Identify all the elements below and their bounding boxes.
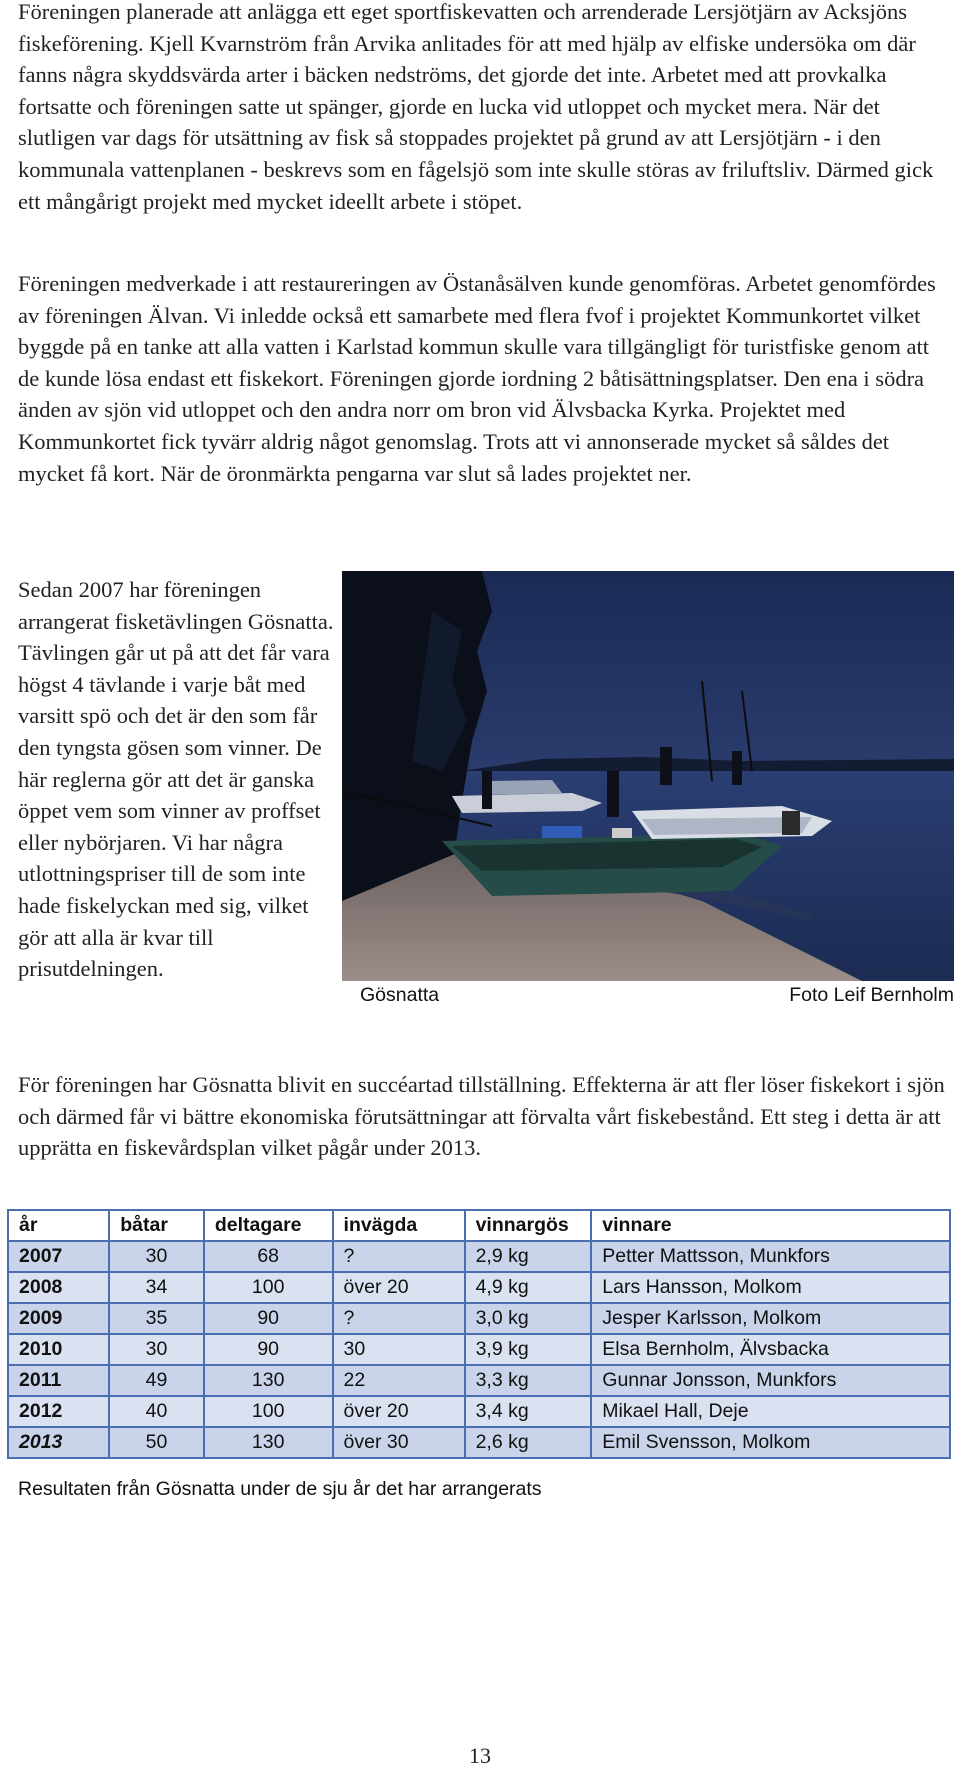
table-cell-year: 2008 [8,1272,109,1303]
table-cell: Gunnar Jonsson, Munkfors [591,1365,950,1396]
table-cell: 2,6 kg [465,1427,592,1458]
table-cell: 2,9 kg [465,1241,592,1272]
table-cell: 22 [333,1365,465,1396]
table-header-row [8,1210,950,1241]
table-cell: 130 [204,1427,333,1458]
column-header: vinnargös [465,1210,592,1241]
table-row [8,1396,950,1427]
table-cell: Elsa Bernholm, Älvsbacka [591,1334,950,1365]
table-cell-year: 2007 [8,1241,109,1272]
table-row [8,1272,950,1303]
table-cell: ? [333,1303,465,1334]
photo-caption: Gösnatta [360,984,440,1006]
table-cell: 30 [109,1241,204,1272]
column-header: vinnare [591,1210,950,1241]
table-row [8,1365,950,1396]
column-header: deltagare [204,1210,333,1241]
table-caption: Resultaten från Gösnatta under de sju år det har arrangerats [18,1478,542,1500]
paragraph-ostanasalven: Föreningen medverkade i att restaureringen av Östanåsälven kunde genomföras. Arbetet genomfördes av föreningen Älvan. Vi inledde också ett samarbete med flera fvof i projektet Kommunkortet vilket byggde på en tanke att alla vatten i Karlstad kommun skulle vara tillgängligt för turistfiske genom att de kunde lösa endast ett fiskekort. Föreningen gjorde iordning 2 båtisättningsplatser. Den ena i södra änden av sjön vid utloppet och den andra norr om bron vid Älvsbacka Kyrka. Projektet med Kommunkortet fick tyvärr aldrig något genomslag. Trots att vi annonserade mycket så såldes det mycket få kort. När de öronmärkta pengarna var slut så lades projektet ner. [18,271,936,486]
table-cell: 3,4 kg [465,1396,592,1427]
table-cell-year: 2010 [8,1334,109,1365]
results-table [7,1209,951,1459]
table-cell: 50 [109,1427,204,1458]
table-cell: 4,9 kg [465,1272,592,1303]
table-row [8,1241,950,1272]
table-cell-year: 2012 [8,1396,109,1427]
table-cell: 49 [109,1365,204,1396]
photo-credit: Foto Leif Bernholm [789,984,954,1006]
table-cell: 130 [204,1365,333,1396]
table-cell-year: 2009 [8,1303,109,1334]
photo-gosnatta-boats [342,571,954,981]
page-number: 13 [469,1743,491,1768]
table-cell-year: 2013 [8,1427,109,1458]
table-cell: 90 [204,1303,333,1334]
table-cell: 100 [204,1272,333,1303]
table-cell: 30 [333,1334,465,1365]
table-cell: 100 [204,1396,333,1427]
table-cell: 35 [109,1303,204,1334]
column-header: båtar [109,1210,204,1241]
table-row [8,1303,950,1334]
table-cell: ? [333,1241,465,1272]
table-cell: Jesper Karlsson, Molkom [591,1303,950,1334]
paragraph-gosnatta-success: För föreningen har Gösnatta blivit en succéartad tillställning. Effekterna är att fler löser fiskekort i sjön och därmed får vi bättre ekonomiska förutsättningar att förvalta vårt fiskebestånd. Ett steg i detta är att upprätta en fiskevårdsplan vilket pågår under 2013. [18,1072,945,1161]
table-cell: 3,9 kg [465,1334,592,1365]
column-header: år [8,1210,109,1241]
table-cell: över 30 [333,1427,465,1458]
paragraph-gosnatta-intro: Sedan 2007 har föreningen arrangerat fisketävlingen Gösnatta. Tävlingen går ut på att det får vara högst 4 tävlande i varje båt med varsitt spö och det är den som får den tyngsta gösen som vinner. De här reglerna gör att det är ganska öppet vem som vinner av proffset eller nybörjaren. Vi har några utlottningspriser till de som inte hade fiskelyckan med sig, vilket gör att alla är kvar till prisutdelningen. [18,577,334,982]
table-cell: 68 [204,1241,333,1272]
table-cell: 90 [204,1334,333,1365]
table-row [8,1334,950,1365]
table-cell: över 20 [333,1396,465,1427]
table-cell: Mikael Hall, Deje [591,1396,950,1427]
table-cell: 34 [109,1272,204,1303]
table-row [8,1427,950,1458]
column-header: invägda [333,1210,465,1241]
table-cell: 40 [109,1396,204,1427]
table-cell: Emil Svensson, Molkom [591,1427,950,1458]
table-cell: 30 [109,1334,204,1365]
table-cell: 3,0 kg [465,1303,592,1334]
table-cell: 3,3 kg [465,1365,592,1396]
table-cell-year: 2011 [8,1365,109,1396]
paragraph-lersjotjarn: Föreningen planerade att anlägga ett eget sportfiskevatten och arrenderade Lersjötjärn av Acksjöns fiskeförening. Kjell Kvarnström från Arvika anlitades för att med hjälp av elfiske undersöka om där fanns några skyddsvärda arter i bäcken nedströms, det gjorde det inte. Arbetet med att provkalka fortsatte och föreningen satte ut spänger, gjorde en lucka vid utloppet och mycket mera. När det slutligen var dags för utsättning av fisk så stoppades projektet på grund av att Lersjötjärn - i den kommunala vattenplanen - beskrevs som en fågelsjö som inte skulle störas av friluftsliv. Därmed gick ett mångårigt projekt med mycket ideellt arbete i stöpet. [18,0,934,214]
table-cell: över 20 [333,1272,465,1303]
table-cell: Petter Mattsson, Munkfors [591,1241,950,1272]
table-cell: Lars Hansson, Molkom [591,1272,950,1303]
